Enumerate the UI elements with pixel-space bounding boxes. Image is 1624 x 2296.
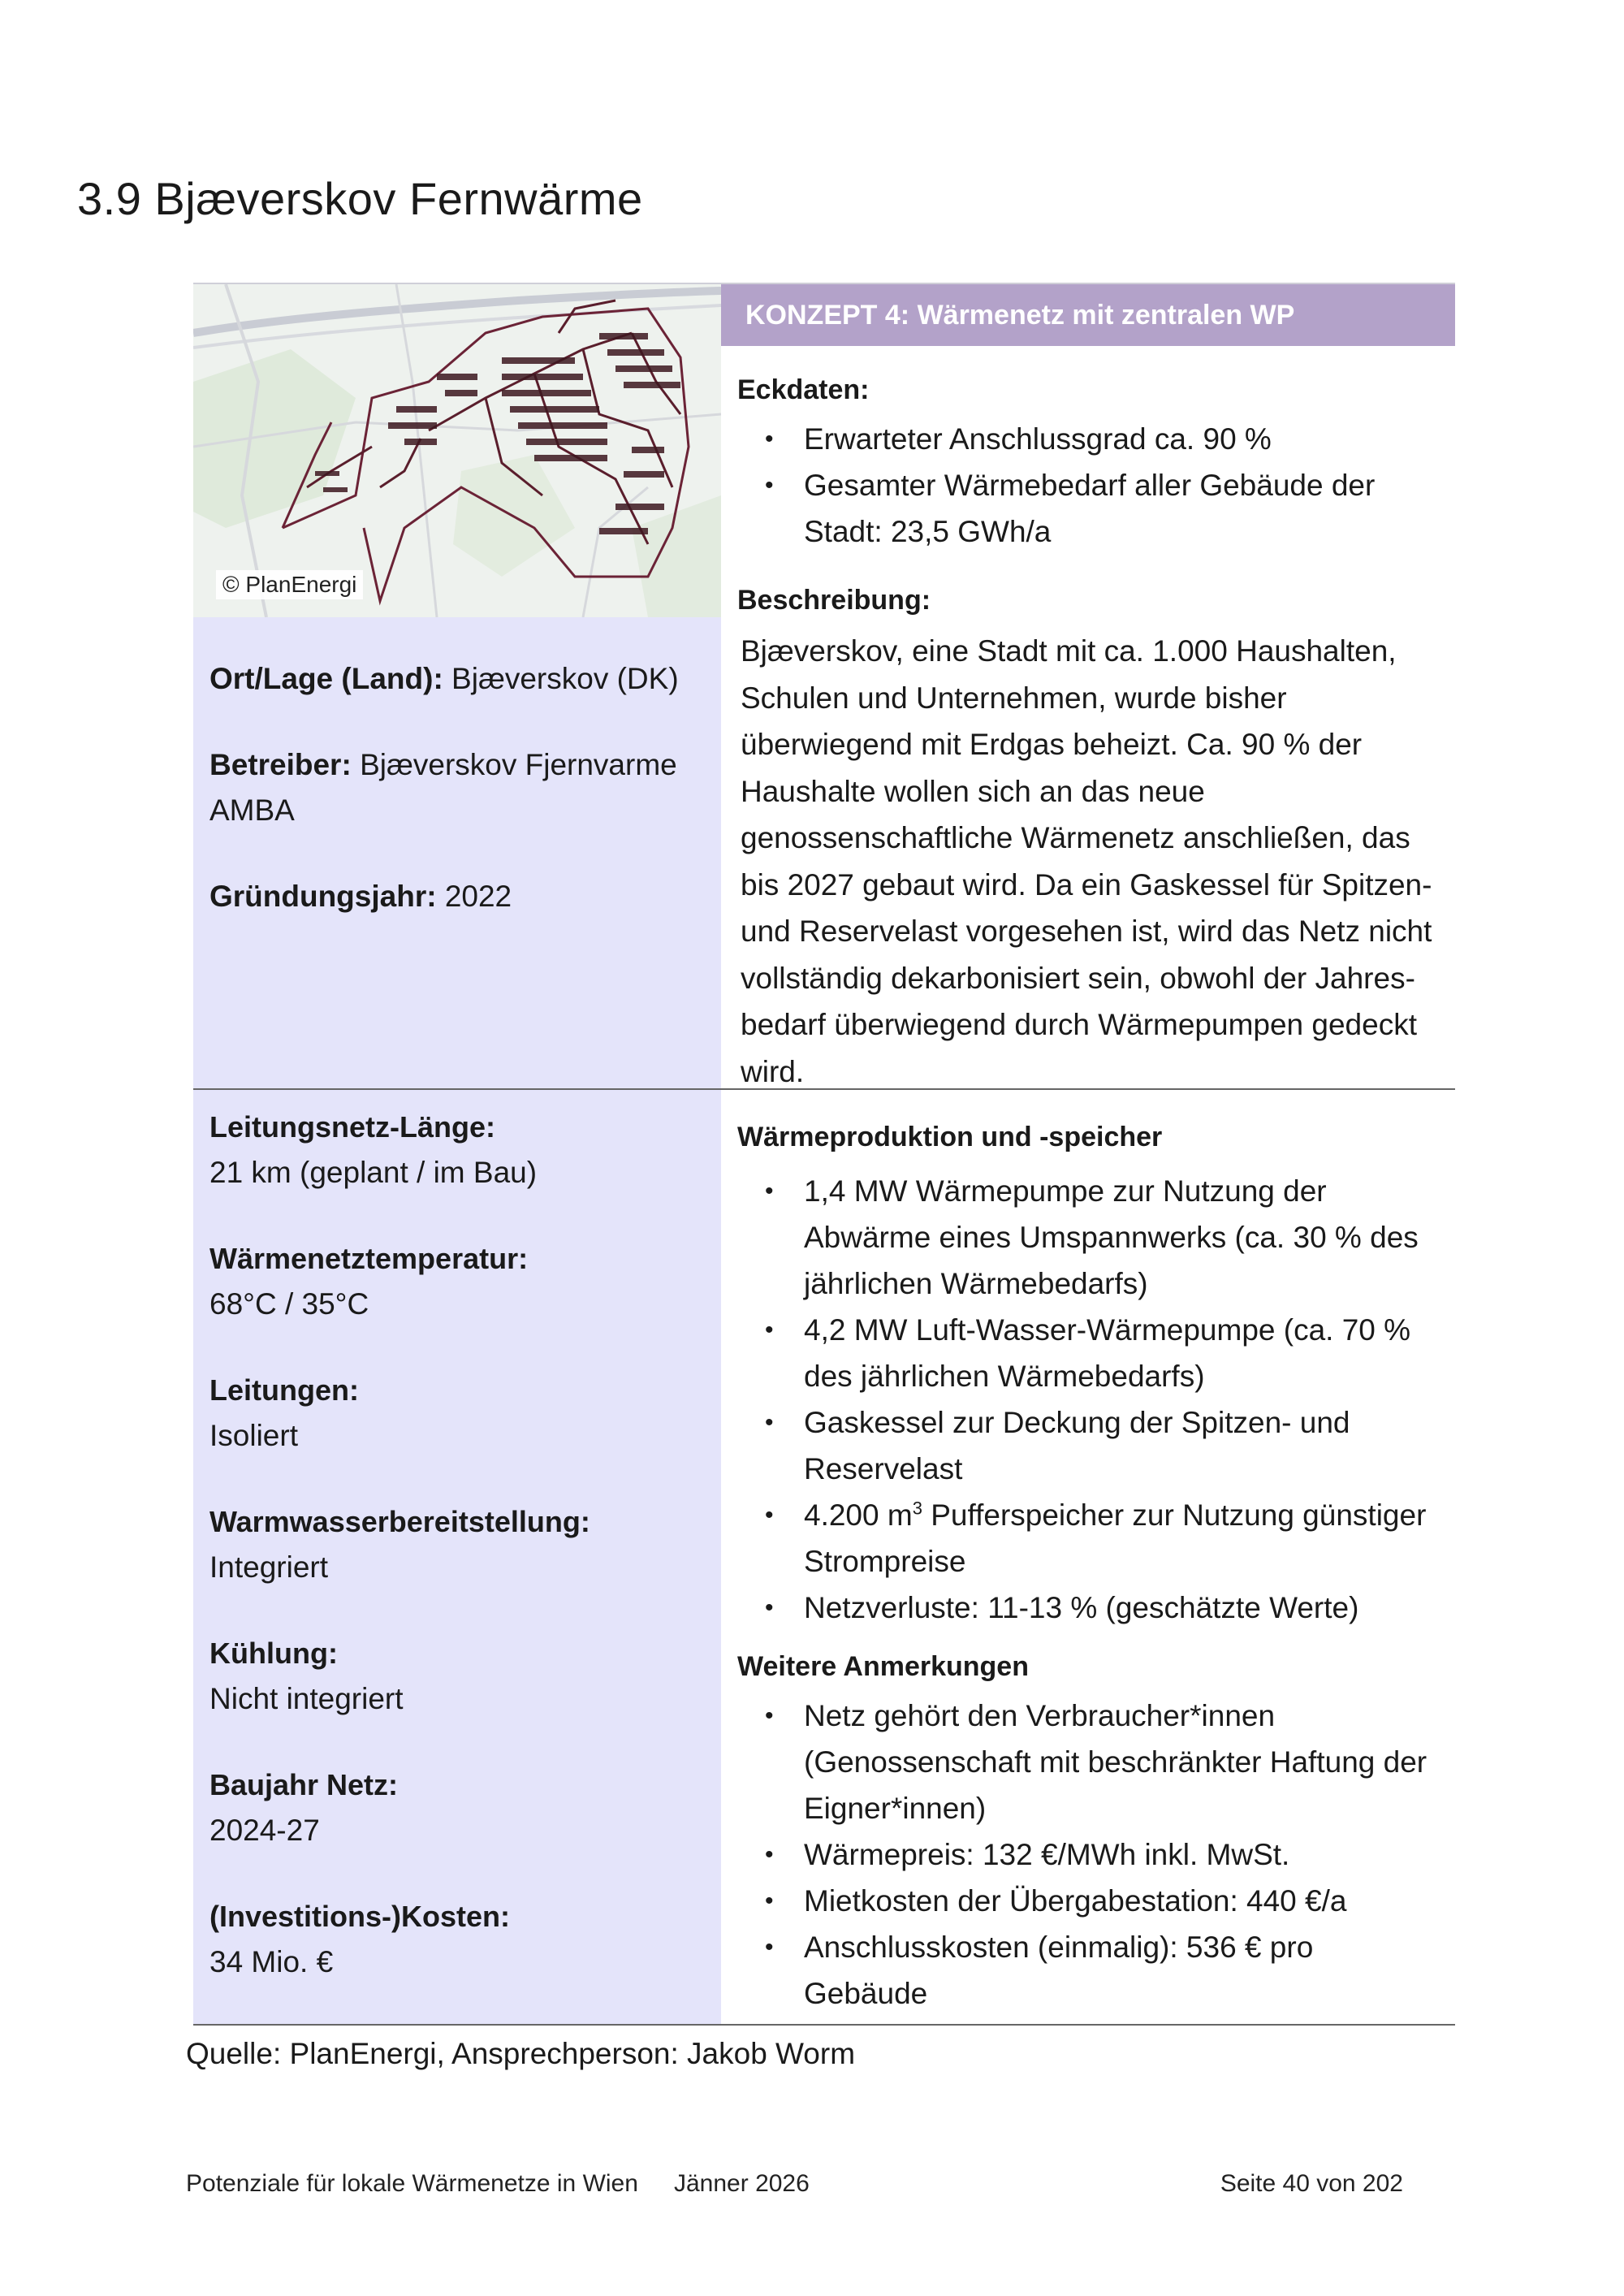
fact-value: Isoliert xyxy=(209,1419,298,1452)
list-item: • 4,2 MW Luft-Wasser-Wärmepumpe (ca. 70 % des jährlichen Wärmebedarfs) xyxy=(765,1307,1434,1399)
operator-row xyxy=(209,742,721,833)
table-row-technical xyxy=(193,1088,1455,2026)
key-data-list xyxy=(737,416,1434,555)
description-text: Bjæverskov, eine Stadt mit ca. 1.000 Haushalten, Schulen und Unternehmen, wurde bisher überwiegend mit Erdgas beheizt. Ca. 90 % der Haushalte wollen sich an das neue genossenschaftliche Wärmenetz anschließen, das bis 2027 gebaut wird. Da ein Gaskessel für Spitzen- und Reservelast vorgesehen ist, wird das Netz nicht vollständig dekarbonisiert sein, obwohl der Jahres-bedarf überwiegend durch Wärmepumpen gedeckt wird. xyxy=(741,634,1432,1088)
table-row-overview xyxy=(193,283,1455,1088)
remarks-list xyxy=(737,1693,1434,2017)
list-item: • Netzverluste: 11-13 % (geschätzte Werte) xyxy=(765,1585,1434,1631)
fact-construction-year xyxy=(209,1762,721,1853)
founding-value: 2022 xyxy=(444,880,512,913)
fact-cooling xyxy=(209,1631,721,1722)
founding-row xyxy=(209,874,721,919)
founding-label: Gründungsjahr: xyxy=(209,880,437,913)
fact-network-length xyxy=(209,1105,721,1196)
fact-network-temperature xyxy=(209,1236,721,1327)
operator-value: Bjæverskov Fjernvarme AMBA xyxy=(209,748,677,827)
remarks-label: Weitere Anmerkungen xyxy=(737,1651,1029,1682)
fact-costs xyxy=(209,1894,721,1985)
footer-date: Jänner 2026 xyxy=(674,2170,810,2197)
production-list xyxy=(737,1168,1434,1631)
fact-value: 2024-27 xyxy=(209,1814,320,1847)
storage-text: Pufferspeicher zur Nutzung günstiger Strompreise xyxy=(804,1498,1427,1578)
list-item: • Gaskessel zur Deckung der Spitzen- und Reservelast xyxy=(765,1399,1434,1492)
fact-label: Wärmenetztemperatur: xyxy=(209,1242,529,1275)
storage-volume: 4.200 m xyxy=(804,1498,913,1532)
fact-pipes xyxy=(209,1368,721,1459)
fact-value: 34 Mio. € xyxy=(209,1945,334,1978)
list-item: • Anschlusskosten (einmalig): 536 € pro Gebäude xyxy=(765,1924,1434,2017)
list-item: • Gesamter Wärmebedarf aller Gebäude der Stadt: 23,5 GWh/a xyxy=(765,462,1434,555)
source-note: Quelle: PlanEnergi, Ansprechperson: Jakob Worm xyxy=(186,2037,856,2070)
list-item: • Wärmepreis: 132 €/MWh inkl. MwSt. xyxy=(765,1831,1434,1878)
description-label: Beschreibung: xyxy=(737,585,931,616)
footer-title: Potenziale für lokale Wärmenetze in Wien xyxy=(186,2170,638,2197)
concept-banner: KONZEPT 4: Wärmenetz mit zentralen WP xyxy=(721,284,1455,346)
location-value: Bjæverskov (DK) xyxy=(451,662,679,695)
fact-hot-water xyxy=(209,1499,721,1590)
list-item: • 1,4 MW Wärmepumpe zur Nutzung der Abwärme eines Umspannwerks (ca. 30 % des jährlichen Wärmebedarfs) xyxy=(765,1168,1434,1307)
list-item-storage xyxy=(765,1492,1434,1585)
fact-label: Warmwasserbereitstellung: xyxy=(209,1505,590,1538)
map-credit: © PlanEnergi xyxy=(216,570,363,599)
fact-label: (Investitions-)Kosten: xyxy=(209,1900,511,1933)
fact-value: 68°C / 35°C xyxy=(209,1287,369,1321)
fact-value: Integriert xyxy=(209,1550,329,1584)
overview-right-column xyxy=(721,284,1455,1088)
fact-label: Kühlung: xyxy=(209,1637,338,1670)
location-info xyxy=(193,617,721,919)
storage-unit-exponent: 3 xyxy=(912,1498,922,1519)
fact-label: Leitungsnetz-Länge: xyxy=(209,1110,495,1144)
technical-left-column xyxy=(193,1090,721,2024)
network-map xyxy=(193,284,721,617)
list-item: • Erwarteter Anschlussgrad ca. 90 % xyxy=(765,416,1434,462)
fact-label: Baujahr Netz: xyxy=(209,1768,399,1801)
fact-label: Leitungen: xyxy=(209,1373,359,1407)
list-item: • Netz gehört den Verbraucher*innen (Genossenschaft mit beschränkter Haftung der Eigner*innen) xyxy=(765,1693,1434,1831)
info-table xyxy=(193,283,1455,2026)
fact-value: Nicht integriert xyxy=(209,1682,404,1715)
key-data-label: Eckdaten: xyxy=(737,374,870,405)
technical-right-column xyxy=(721,1090,1455,2024)
location-label: Ort/Lage (Land): xyxy=(209,662,443,695)
operator-label: Betreiber: xyxy=(209,748,352,781)
overview-left-column xyxy=(193,284,721,1088)
network-map-image xyxy=(193,284,721,617)
technical-facts xyxy=(193,1090,721,1985)
location-row xyxy=(209,656,721,702)
footer-page-number: Seite 40 von 202 xyxy=(1220,2170,1403,2197)
section-heading: 3.9 Bjæverskov Fernwärme xyxy=(77,173,643,224)
fact-value: 21 km (geplant / im Bau) xyxy=(209,1156,538,1189)
list-item: • Mietkosten der Übergabestation: 440 €/a xyxy=(765,1878,1434,1924)
production-label: Wärmeproduktion und -speicher xyxy=(737,1122,1163,1152)
